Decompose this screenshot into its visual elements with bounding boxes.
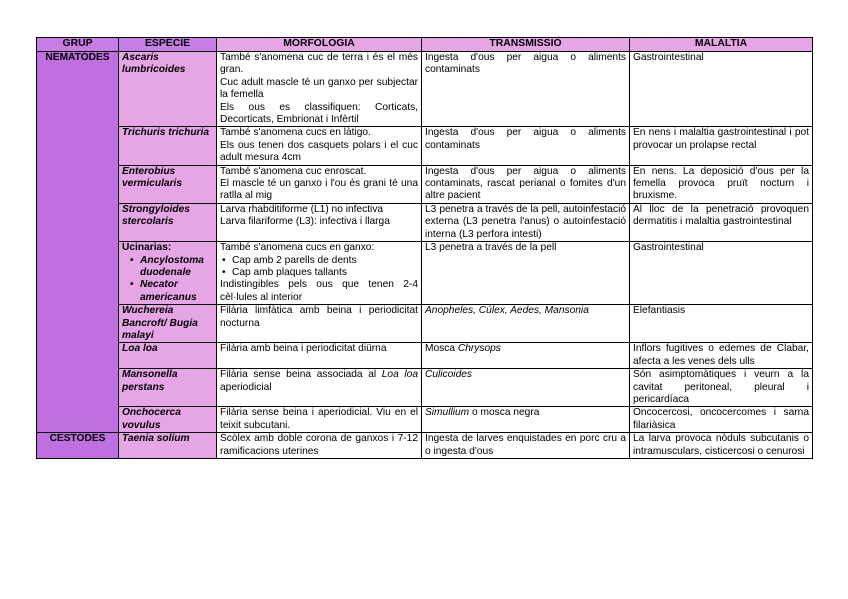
species-list-item: • Ancylostoma duodenale [134, 255, 213, 280]
morphology-line: Indistingibles pels ous que tenen 2-4 cèl·lules al interior [220, 279, 418, 303]
species-list [122, 255, 213, 305]
species-cell: Enterobius vermicularis [119, 165, 217, 203]
morphology-list-item: • Cap amb 2 parells de dents [232, 255, 418, 267]
transmission-cell: L3 penetra a través de la pell, autoinfestació externa (L3 penetra l'anus) o autoinfestació interna (L3 perfora intesti) [422, 203, 630, 241]
disease-cell: En nens i malaltia gastrointestinal i pot provocar un prolapse rectal [630, 127, 813, 165]
morphology-cell [217, 203, 422, 241]
morphology-line: També s'anomena cucs en ganxo: [220, 242, 375, 254]
species-cell: Taenia solium [119, 433, 217, 459]
disease-cell: Al lloc de la penetració provoquen dermatitis i malaltia gastrointestinal [630, 203, 813, 241]
vector-name: Simullium [425, 407, 470, 419]
header-row [37, 38, 813, 52]
morphology-line: El mascle té un ganxo i l'ou és grani té una ratlla al mig [220, 178, 418, 202]
group-nematodes: NEMATODES [37, 52, 119, 433]
species-cell: Onchocerca vovulus [119, 407, 217, 433]
disease-cell: Inflors fugitives o edemes de Clabar, afecta a les venes dels ulls [630, 343, 813, 369]
vector-names: Anopheles, Cúlex, Aedes, Mansonia [425, 305, 589, 317]
morphology-line: Cuc adult mascle té un ganxo per subjectar la femella [220, 76, 418, 101]
morphology-prefix: Filària sense beina associada al [220, 369, 382, 381]
transmission-suffix: o mosca negra [469, 407, 540, 419]
transmission-cell [422, 407, 630, 433]
table-row [37, 203, 813, 241]
parasite-table [36, 37, 813, 459]
morphology-cell: Filària amb beina i periodicitat diürna [217, 343, 422, 369]
species-list-item: • Necator americanus [134, 279, 213, 304]
morphology-cell: Scòlex amb doble corona de ganxos i 7-12 ramificacions uterines [217, 433, 422, 459]
disease-cell: Oncocercosi, oncocercomes i sarna filariàsica [630, 407, 813, 433]
morphology-line: Els ous tenen dos casquets polars i el cuc adult mesura 4cm [220, 139, 418, 164]
table-row [37, 165, 813, 203]
species-group-label: Ucinarias: [122, 242, 172, 254]
morphology-suffix: aperiodicial [220, 381, 272, 393]
header-morphology: MORFOLOGIA [217, 38, 422, 52]
table-row [37, 433, 813, 459]
morphology-line: També s'anomena cuc enroscat. [220, 165, 367, 177]
species-reference: Loa loa [381, 369, 418, 381]
transmission-cell [422, 343, 630, 369]
table-row [37, 369, 813, 407]
disease-cell: La larva provoca nòduls subcutanis o intramusculars, cisticercosi o cenurosi [630, 433, 813, 459]
morphology-line: Larva filariforme (L3): infectiva i llarga [220, 216, 390, 228]
morphology-line: Larva rhabditiforme (L1) no infectiva [220, 203, 384, 215]
species-cell: Wuchereia Bancroft/ Bugia malayi [119, 305, 217, 343]
morphology-list-item: • Cap amb plaques tallants [232, 267, 418, 279]
table-row [37, 242, 813, 305]
vector-name: Culicoides [425, 369, 472, 381]
morphology-line: També s'anomena cucs en làtigo. [220, 127, 371, 139]
header-disease: MALALTIA [630, 38, 813, 52]
morphology-cell [217, 369, 422, 407]
disease-cell: Són asimptomàtiques i veurn a la cavitat peritoneal, pleural i pericardíaca [630, 369, 813, 407]
morphology-cell [217, 52, 422, 127]
table-row [37, 52, 813, 127]
table-row [37, 407, 813, 433]
morphology-cell: Filària sense beina i aperiodicial. Viu en el teixit subcutani. [217, 407, 422, 433]
morphology-cell [217, 242, 422, 305]
disease-cell: Gastrointestinal [630, 52, 813, 127]
species-cell: Strongyloides stercolaris [119, 203, 217, 241]
species-cell: Trichuris trichuria [119, 127, 217, 165]
disease-cell: Gastrointestinal [630, 242, 813, 305]
transmission-cell: Ingesta d'ous per aigua o aliments contaminats [422, 127, 630, 165]
species-cell: Mansonella perstans [119, 369, 217, 407]
transmission-cell [422, 369, 630, 407]
transmission-cell: Ingesta d'ous per aigua o aliments contaminats, rascat perianal o fomites d'un altre pacient [422, 165, 630, 203]
transmission-cell [422, 305, 630, 343]
header-transmission: TRANSMISSIÓ [422, 38, 630, 52]
species-cell [119, 242, 217, 305]
morphology-cell: Filària limfàtica amb beina i periodicitat nocturna [217, 305, 422, 343]
disease-cell: En nens. La deposició d'ous per la femella provoca pruït nocturn i bruxisme. [630, 165, 813, 203]
disease-cell: Elefantiasis [630, 305, 813, 343]
transmission-cell: Ingesta d'ous per aigua o aliments contaminats [422, 52, 630, 127]
vector-name: Chrysops [457, 343, 501, 355]
header-species: ESPÈCIE [119, 38, 217, 52]
table-row [37, 305, 813, 343]
morphology-cell [217, 165, 422, 203]
species-cell: Ascaris lumbricoides [119, 52, 217, 127]
species-cell: Loa loa [119, 343, 217, 369]
morphology-list [220, 255, 418, 280]
morphology-line: També s'anomena cuc de terra i és el més gran. [220, 52, 418, 76]
header-group: GRUP [37, 38, 119, 52]
table-row [37, 343, 813, 369]
transmission-cell: Ingesta de larves enquistades en porc cru a o ingesta d'ous [422, 433, 630, 459]
table-row [37, 127, 813, 165]
transmission-prefix: Mosca [425, 343, 458, 355]
morphology-line: Els ous es classifiquen: Corticats, Decorticats, Embrionat i Infèrtil [220, 101, 418, 126]
group-cestodes: CESTODES [37, 433, 119, 459]
morphology-cell [217, 127, 422, 165]
transmission-cell: L3 penetra a través de la pell [422, 242, 630, 305]
